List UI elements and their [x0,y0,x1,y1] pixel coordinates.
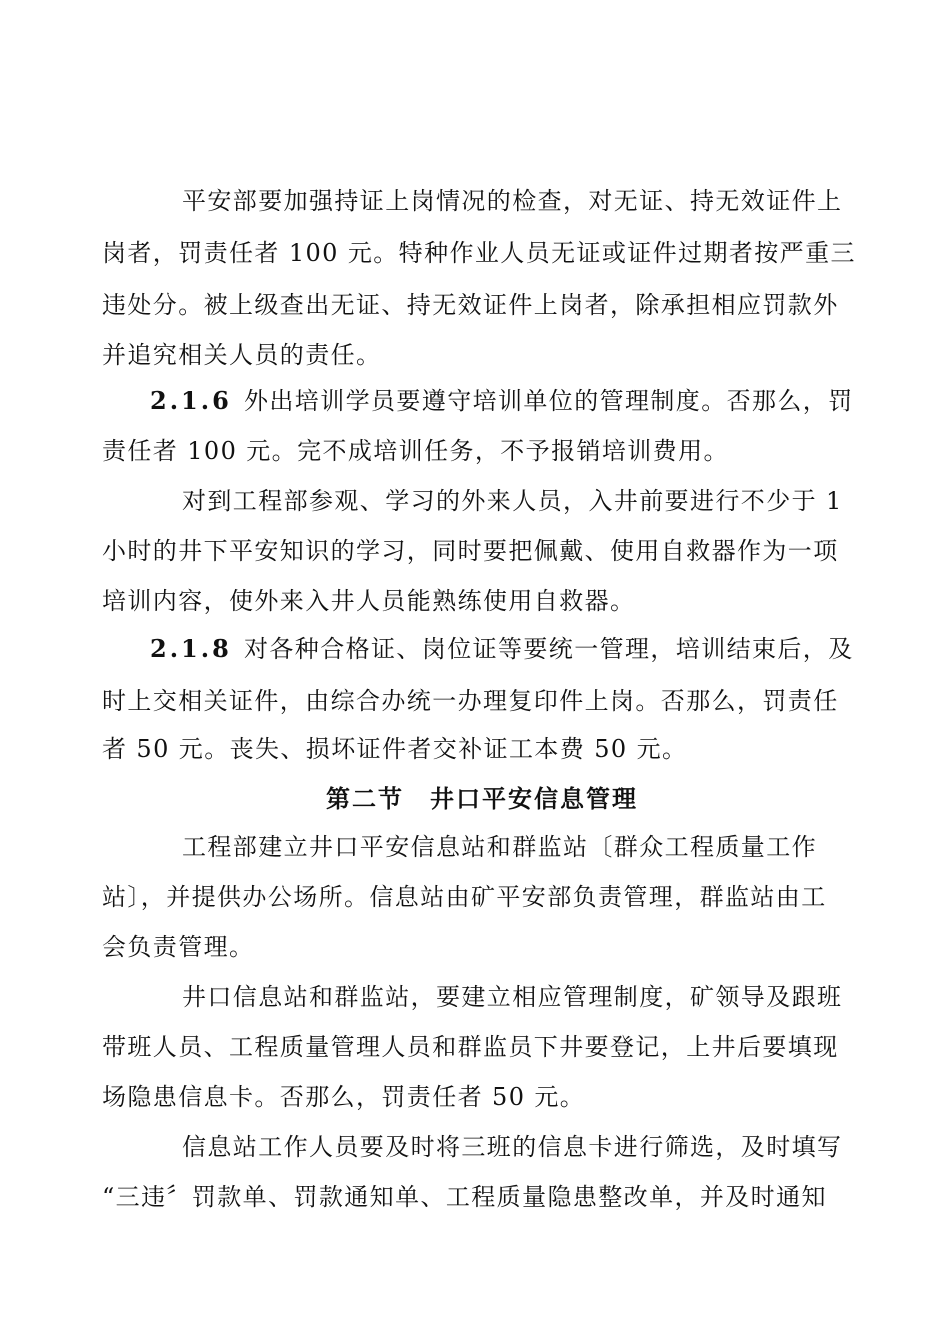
paragraph-line: 场隐患信息卡。否那么，罚责任者 50 元。 [102,1083,586,1111]
section-heading: 第二节 井口平安信息管理 [326,784,638,813]
clause-number: 2.1.6 [150,386,232,415]
paragraph-line: 责任者 100 元。完不成培训任务，不予报销培训费用。 [102,437,729,465]
paragraph-line: 违处分。被上级查出无证、持无效证件上岗者，除承担相应罚款外 [102,291,839,319]
paragraph-line: 工程部建立井口平安信息站和群监站〔群众工程质量工作 [182,833,817,861]
paragraph-line: 站〕，并提供办公场所。信息站由矿平安部负责管理，群监站由工 [102,883,827,911]
paragraph-line: 外出培训学员要遵守培训单位的管理制度。否那么，罚 [244,387,854,415]
paragraph-line: 时上交相关证件，由综合办统一办理复印件上岗。否那么，罚责任 [102,687,839,715]
paragraph-line: 者 50 元。丧失、损坏证件者交补证工本费 50 元。 [102,735,688,763]
paragraph-line: 并追究相关人员的责任。 [102,341,382,369]
paragraph-line: 井口信息站和群监站，要建立相应管理制度，矿领导及跟班 [182,983,843,1011]
paragraph-line: 平安部要加强持证上岗情况的检查，对无证、持无效证件上 [182,187,843,215]
paragraph-line: 小时的井下平安知识的学习，同时要把佩戴、使用自救器作为一项 [102,537,839,565]
paragraph-line: 岗者，罚责任者 100 元。特种作业人员无证或证件过期者按严重三 [102,239,856,267]
paragraph-line: 信息站工作人员要及时将三班的信息卡进行筛选，及时填写 [182,1133,843,1161]
paragraph-line: “三违〞罚款单、罚款通知单、工程质量隐患整改单，并及时通知 [102,1183,827,1211]
clause-number: 2.1.8 [150,634,232,663]
paragraph-line: 会负责管理。 [102,933,255,961]
paragraph-line: 培训内容，使外来入井人员能熟练使用自救器。 [102,587,636,615]
paragraph-line: 带班人员、工程质量管理人员和群监员下井要登记，上井后要填现 [102,1033,839,1061]
paragraph-line: 对到工程部参观、学习的外来人员，入井前要进行不少于 1 [182,487,843,515]
paragraph-line: 对各种合格证、岗位证等要统一管理，培训结束后，及 [244,635,854,663]
